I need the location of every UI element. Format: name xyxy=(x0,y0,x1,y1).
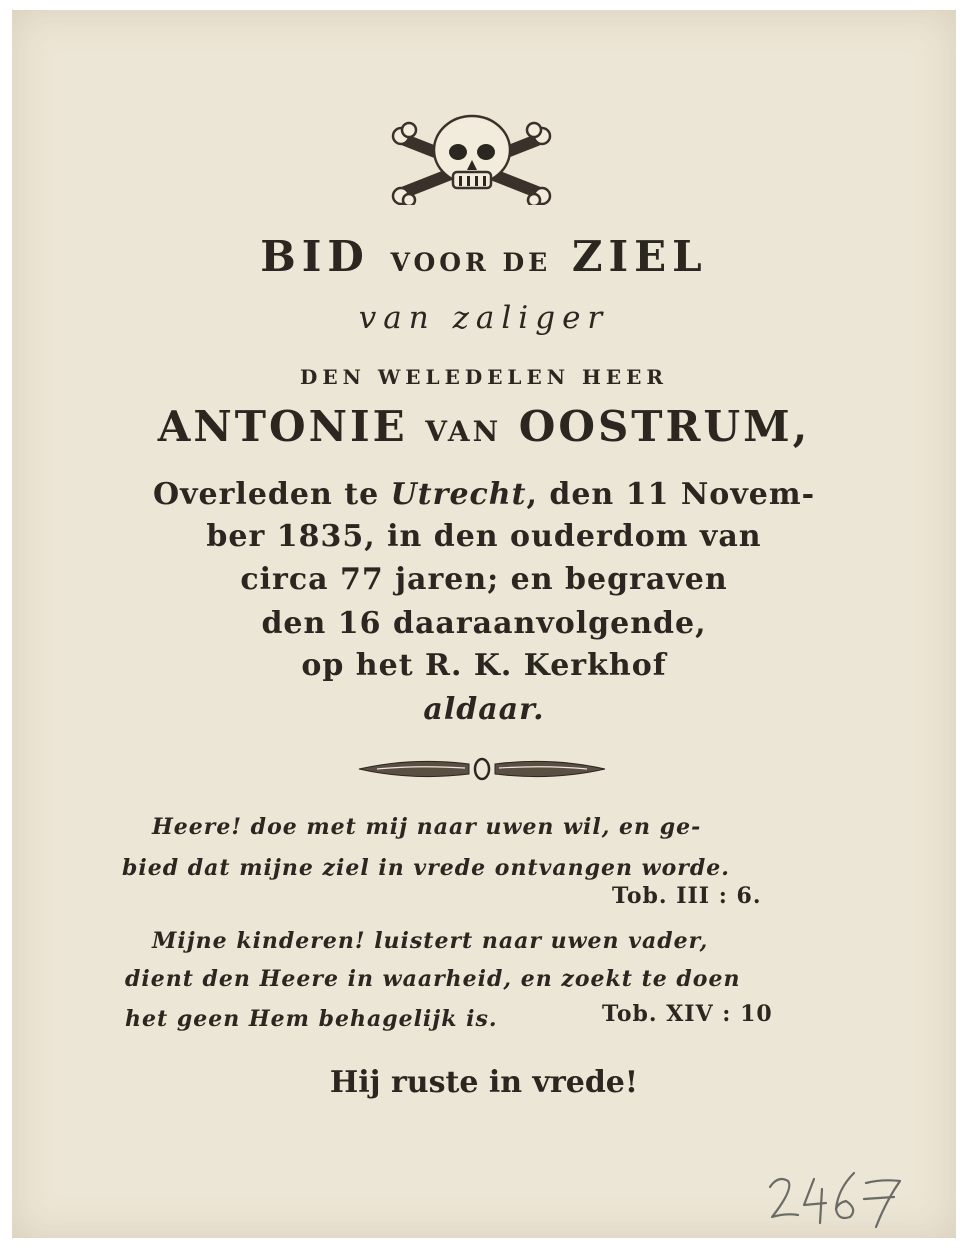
subheading: van zaliger xyxy=(358,300,610,336)
place-utrecht: Utrecht xyxy=(390,477,527,512)
body-line-5: op het R. K. Kerkhof xyxy=(301,648,667,683)
skull-crossbones-icon xyxy=(387,110,557,205)
ornamental-rule-icon xyxy=(357,755,607,783)
verse-2-reference: Tob. XIV : 10 xyxy=(602,1001,773,1027)
verse-1-line-1: Heere! doe met mij naar uwen wil, en ge- xyxy=(152,814,702,840)
body-line-3: circa 77 jaren; en begraven xyxy=(240,562,728,597)
heading-bid: BID xyxy=(260,232,370,281)
heading-ziel: ZIEL xyxy=(571,232,708,281)
verse-1-line-2: bied dat mijne ziel in vrede ontvangen worde. xyxy=(122,855,730,881)
body-line-1-pre: Overleden te xyxy=(152,477,391,512)
verse-2-line-1: Mijne kinderen! luistert naar uwen vader, xyxy=(152,928,709,954)
body-line-2: ber 1835, in den ouderdom van xyxy=(206,519,762,554)
body-line-1 xyxy=(12,477,956,512)
name-first: ANTONIE xyxy=(157,402,408,451)
name-van: VAN xyxy=(425,415,502,448)
body-line-1-post: , den 11 Novem- xyxy=(526,477,816,512)
body-line-4: den 16 daaraanvolgende, xyxy=(261,606,707,641)
verse-1-reference: Tob. III : 6. xyxy=(612,883,762,909)
closing-line: Hij ruste in vrede! xyxy=(329,1065,639,1100)
deceased-name xyxy=(12,402,956,451)
name-last: OOSTRUM, xyxy=(518,402,811,451)
handwritten-number xyxy=(764,1165,914,1235)
memorial-card xyxy=(12,10,956,1238)
heading xyxy=(12,232,956,281)
title-line: DEN WELEDELEN HEER xyxy=(300,365,668,389)
verse-2-line-3: het geen Hem behagelijk is. xyxy=(125,1006,498,1032)
heading-voor-de: VOOR DE xyxy=(390,248,552,277)
verse-2-line-2: dient den Heere in waarheid, en zoekt te doen xyxy=(125,966,741,992)
body-line-6: aldaar. xyxy=(423,692,545,727)
